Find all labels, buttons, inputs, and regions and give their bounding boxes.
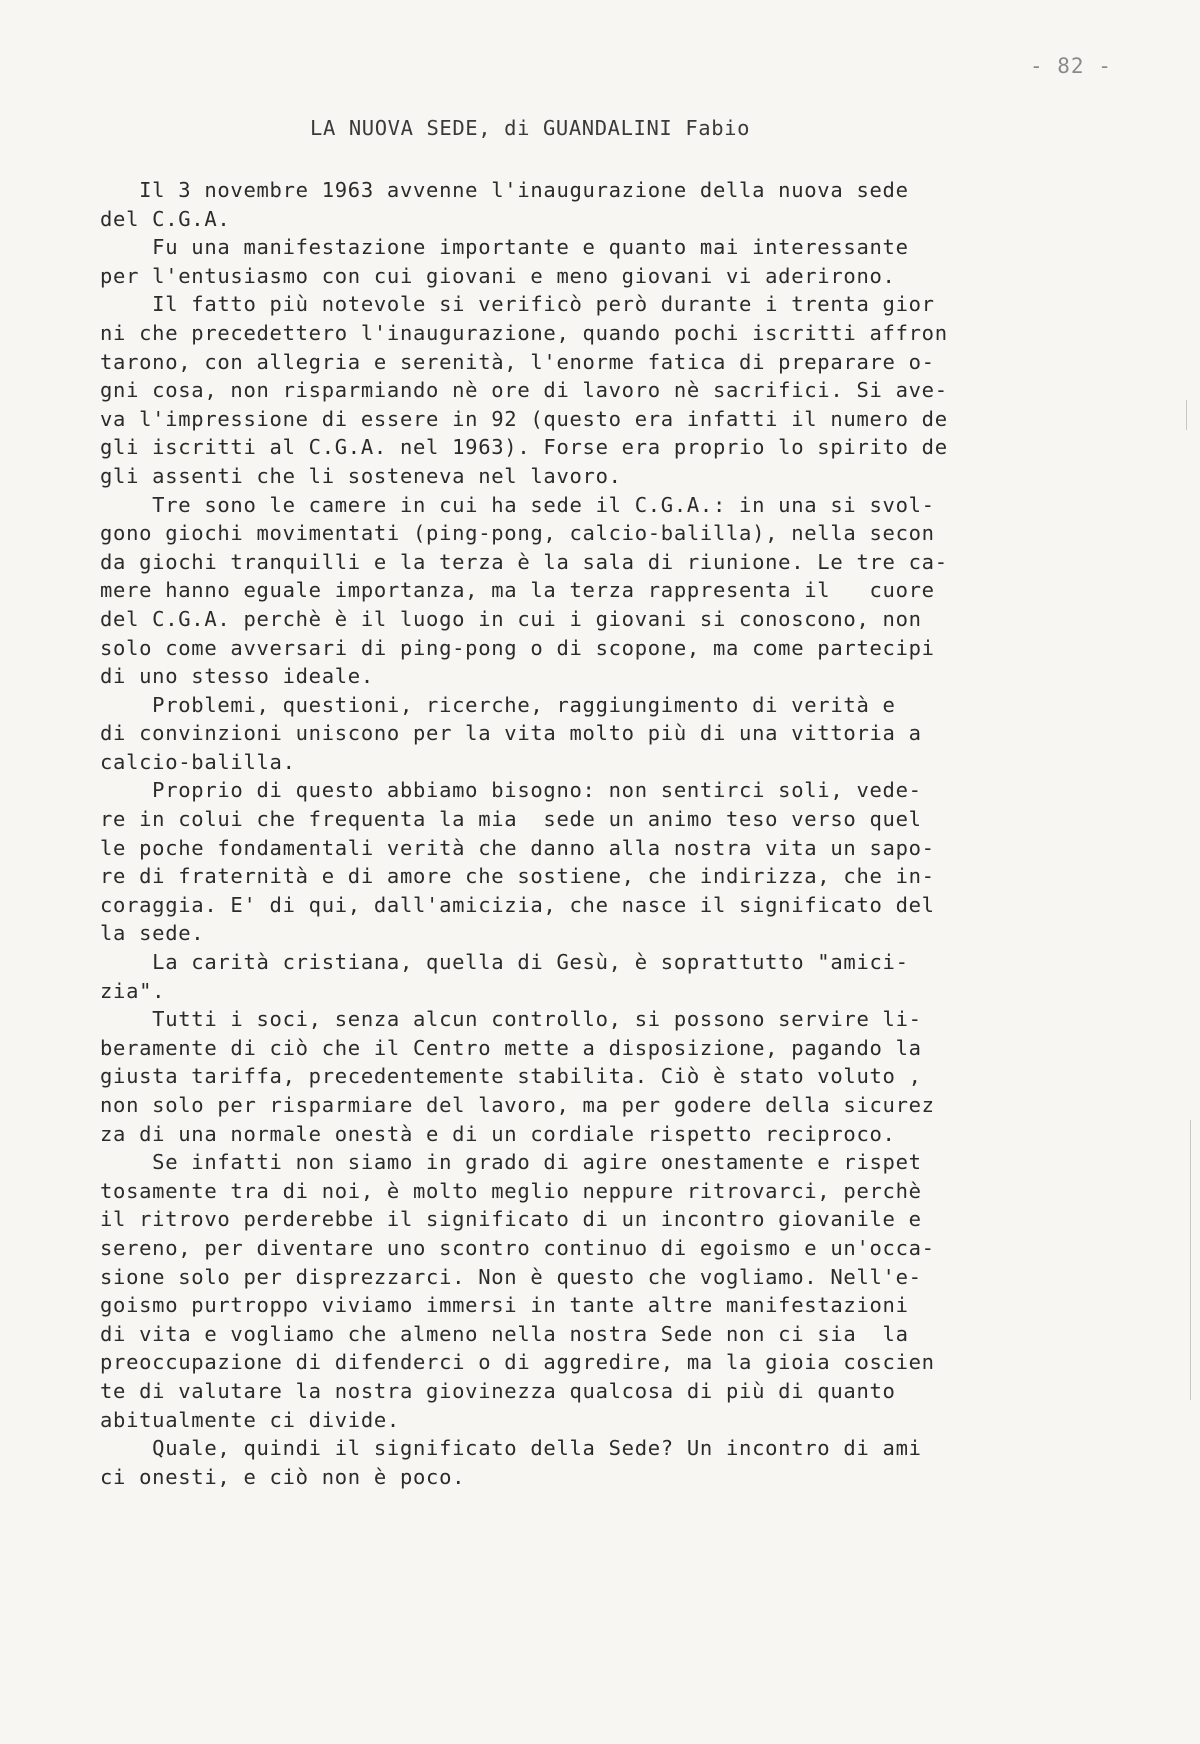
page-number: - 82 -: [1030, 54, 1112, 78]
text-line: gono giochi movimentati (ping-pong, calcio-balilla), nella secon: [100, 521, 935, 546]
margin-scan-mark: [1186, 400, 1187, 430]
text-line: non solo per risparmiare del lavoro, ma per godere della sicurez: [100, 1093, 935, 1117]
text-line: zia".: [100, 978, 166, 1003]
text-line: gni cosa, non risparmiando nè ore di lavoro nè sacrifici. Si ave-: [100, 378, 948, 403]
text-line: gli assenti che li sosteneva nel lavoro.: [100, 463, 622, 488]
text-line: Proprio di questo abbiamo bisogno: non sentirci soli, vede-: [100, 778, 922, 803]
text-line: sione solo per disprezzarci. Non è questo che vogliamo. Nell'e-: [100, 1264, 922, 1289]
text-line: Problemi, questioni, ricerche, raggiungimento di verità e: [100, 692, 896, 717]
text-line: goismo purtroppo viviamo immersi in tante altre manifestazioni: [100, 1293, 909, 1318]
text-line: Fu una manifestazione importante e quanto mai interessante: [100, 235, 909, 260]
text-line: giusta tariffa, precedentemente stabilita. Ciò è stato voluto ,: [100, 1064, 922, 1089]
text-line: preoccupazione di difenderci o di aggredire, ma la gioia coscien: [100, 1350, 935, 1375]
text-line: Quale, quindi il significato della Sede? Un incontro di ami: [100, 1436, 922, 1461]
margin-scan-mark: [1190, 1120, 1191, 1400]
text-line: di convinzioni uniscono per la vita molto più di una vittoria a: [100, 721, 922, 746]
text-line: beramente di ciò che il Centro mette a disposizione, pagando la: [100, 1035, 922, 1060]
text-line: sereno, per diventare uno scontro continuo di egoismo e un'occa-: [100, 1235, 935, 1260]
text-line: tosamente tra di noi, è molto meglio neppure ritrovarci, perchè: [100, 1178, 922, 1203]
text-line: tarono, con allegria e serenità, l'enorme fatica di preparare o-: [100, 349, 935, 374]
document-body: [100, 176, 1160, 1491]
text-line: va l'impressione di essere in 92 (questo era infatti il numero de: [100, 406, 948, 431]
text-line: coraggia. E' di qui, dall'amicizia, che nasce il significato del: [100, 892, 935, 917]
document-title: LA NUOVA SEDE, di GUANDALINI Fabio: [310, 116, 751, 140]
text-line: za di una normale onestà e di un cordiale rispetto reciproco.: [100, 1121, 896, 1146]
text-line: re in colui che frequenta la mia sede un animo teso verso quel: [100, 807, 922, 832]
text-line: gli iscritti al C.G.A. nel 1963). Forse era proprio lo spirito de: [100, 435, 948, 460]
text-line: di uno stesso ideale.: [100, 664, 374, 689]
text-line: Il fatto più notevole si verificò però durante i trenta gior: [100, 292, 935, 317]
text-line: le poche fondamentali verità che danno alla nostra vita un sapo-: [100, 835, 935, 860]
text-line: il ritrovo perderebbe il significato di un incontro giovanile e: [100, 1207, 922, 1232]
text-line: Se infatti non siamo in grado di agire onestamente e rispet: [100, 1150, 922, 1175]
text-line: te di valutare la nostra giovinezza qualcosa di più di quanto: [100, 1378, 896, 1403]
text-line: La carità cristiana, quella di Gesù, è soprattutto "amici-: [100, 950, 909, 975]
text-line: da giochi tranquilli e la terza è la sala di riunione. Le tre ca-: [100, 549, 948, 574]
text-line: Tre sono le camere in cui ha sede il C.G.A.: in una si svol-: [100, 492, 935, 517]
text-line: ci onesti, e ciò non è poco.: [100, 1464, 466, 1489]
text-line: di vita e vogliamo che almeno nella nostra Sede non ci sia la: [100, 1321, 909, 1346]
text-line: del C.G.A.: [100, 206, 231, 231]
text-line: del C.G.A. perchè è il luogo in cui i giovani si conoscono, non: [100, 606, 922, 631]
text-line: solo come avversari di ping-pong o di scopone, ma come partecipi: [100, 635, 935, 660]
text-line: la sede.: [100, 921, 205, 946]
text-line: Tutti i soci, senza alcun controllo, si possono servire li-: [100, 1007, 922, 1032]
text-line: mere hanno eguale importanza, ma la terza rappresenta il cuore: [100, 578, 935, 603]
text-line: ni che precedettero l'inaugurazione, quando pochi iscritti affron: [100, 320, 948, 345]
text-line: re di fraternità e di amore che sostiene, che indirizza, che in-: [100, 864, 935, 889]
text-line: per l'entusiasmo con cui giovani e meno giovani vi aderirono.: [100, 263, 896, 288]
text-line: abitualmente ci divide.: [100, 1407, 400, 1432]
text-line: Il 3 novembre 1963 avvenne l'inaugurazione della nuova sede: [100, 178, 909, 202]
text-line: calcio-balilla.: [100, 749, 296, 774]
